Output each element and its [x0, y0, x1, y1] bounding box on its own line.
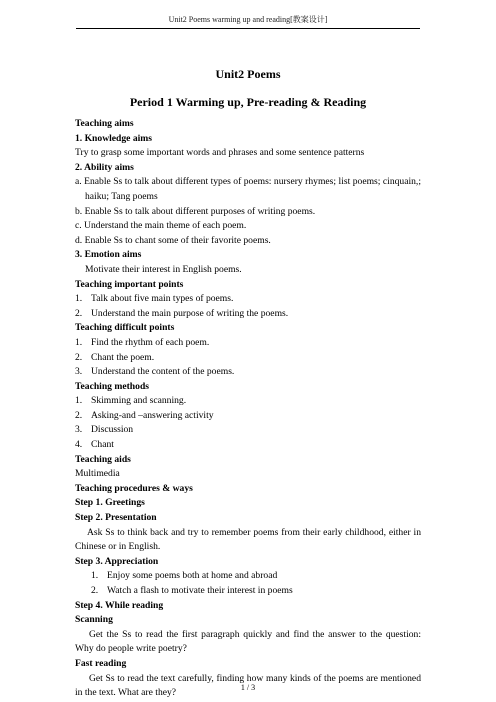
fast-reading-heading: Fast reading — [75, 657, 127, 669]
list-item: 2. Watch a flash to motivate their interest in poems — [91, 585, 293, 596]
teaching-methods-heading: Teaching methods — [75, 380, 150, 392]
difficult-points-heading: Teaching difficult points — [75, 322, 175, 334]
list-item: 1. Enjoy some poems both at home and abroad — [91, 570, 278, 582]
ability-aim-b: b. Enable Ss to talk about different purposes of writing poems. — [75, 205, 316, 217]
teaching-aims-heading: Teaching aims — [75, 118, 134, 129]
page-header: Unit2 Poems warming up and reading[教案设计] — [76, 14, 420, 29]
document-title: Unit2 Poems — [215, 67, 281, 81]
step-2-text: Ask Ss to think back and try to remember poems from their early childhood, either in Chinese or in English. — [75, 526, 421, 553]
important-points-heading: Teaching important points — [75, 278, 184, 290]
scanning-heading: Scanning — [75, 614, 113, 626]
document-subtitle: Period 1 Warming up, Pre-reading & Reading — [129, 95, 367, 109]
procedures-heading: Teaching procedures & ways — [75, 482, 193, 494]
step-1-heading: Step 1. Greetings — [75, 497, 145, 509]
list-item: 1. Find the rhythm of each poem. — [75, 336, 210, 348]
list-item: 2. Asking-and –answering activity — [75, 409, 214, 421]
list-item: 4. Chant — [75, 439, 114, 451]
emotion-aims-heading: 3. Emotion aims — [75, 249, 142, 261]
ability-aim-a: a. Enable Ss to talk about different types of poems: nursery rhymes; list poems; cinquain,; haiku; Tang poems — [75, 176, 421, 202]
teaching-aids-heading: Teaching aids — [75, 453, 131, 465]
list-item: 3. Understand the content of the poems. — [75, 366, 235, 378]
emotion-aims-text: Motivate their interest in English poems. — [85, 263, 242, 275]
teaching-aids-text: Multimedia — [75, 468, 120, 480]
list-item: 1. Talk about five main types of poems. — [75, 293, 234, 305]
fast-reading-text: Get Ss to read the text carefully, finding how many kinds of the poems are mentioned in the text. What are they? — [75, 672, 421, 699]
list-item: 2. Chant the poem. — [75, 351, 155, 363]
ability-aim-d: d. Enable Ss to chant some of their favorite poems. — [75, 234, 271, 246]
list-item: 2. Understand the main purpose of writing the poems. — [75, 307, 289, 319]
knowledge-aims-text: Try to grasp some important words and phrases and some sentence patterns — [75, 147, 365, 159]
ability-aim-c: c. Understand the main theme of each poem. — [75, 220, 247, 232]
list-item: 3. Discussion — [75, 424, 134, 436]
step-3-heading: Step 3. Appreciation — [75, 555, 159, 567]
knowledge-aims-heading: 1. Knowledge aims — [75, 132, 153, 144]
ability-aims-heading: 2. Ability aims — [75, 161, 134, 173]
list-item: 1. Skimming and scanning. — [75, 395, 187, 407]
page-number: 1 / 3 — [240, 683, 256, 692]
document-body — [75, 67, 421, 701]
step-4-heading: Step 4. While reading — [75, 599, 164, 611]
scanning-text: Get the Ss to read the first paragraph quickly and find the answer to the question: Why do people write poetry? — [75, 628, 421, 655]
step-2-heading: Step 2. Presentation — [75, 512, 157, 524]
